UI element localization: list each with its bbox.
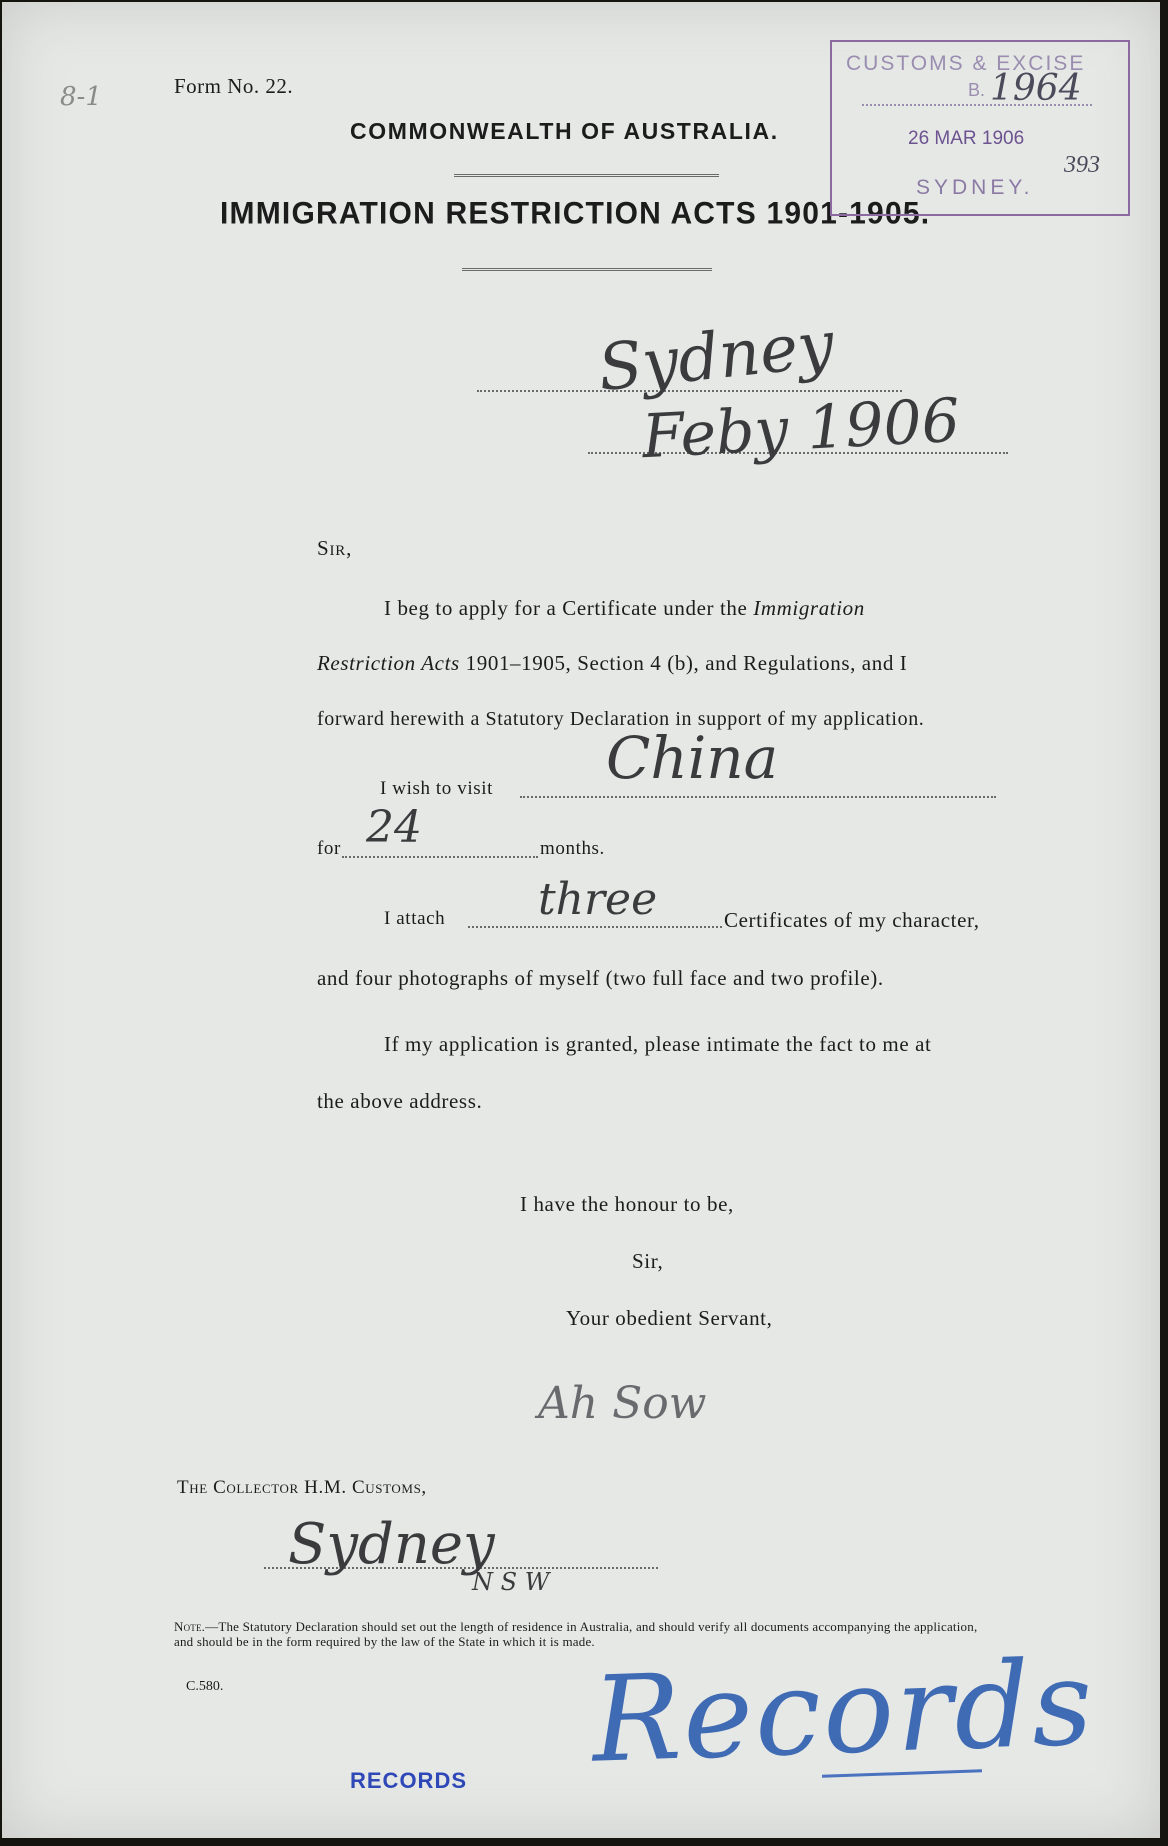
attach-dotline [468, 926, 722, 928]
photos-line: and four photographs of myself (two full face and two profile). [317, 966, 884, 990]
acts-title: IMMIGRATION RESTRICTION ACTS 1901-1905. [220, 196, 931, 231]
attach-tail: Certificates of my character, [724, 908, 980, 932]
visit-dotline [520, 796, 996, 798]
para1-line1 [384, 596, 865, 621]
document-page [2, 2, 1160, 1838]
title-rule [462, 268, 712, 271]
for-value: 24 [366, 802, 422, 853]
addressee-place: Sydney [288, 1512, 495, 1577]
closing-sir: Sir, [632, 1249, 664, 1273]
signature: Ah Sow [538, 1378, 707, 1429]
visit-value: China [606, 724, 779, 792]
stamp-prefix: B. [968, 80, 986, 100]
stamp-customs-label: CUSTOMS & EXCISE [846, 52, 1086, 75]
stamp-number: 1964 [990, 68, 1082, 109]
records-handwriting: Records [589, 1633, 1097, 1789]
para1-italic-immigration: Immigration [753, 596, 865, 620]
footnote-lead: Note. [174, 1619, 206, 1634]
para1-text: I beg to apply for a Certificate under the [384, 596, 748, 620]
addressee-place-note: N S W [472, 1568, 550, 1596]
for-dotline [342, 856, 538, 858]
closing-servant: Your obedient Servant, [566, 1306, 773, 1330]
para1-italic-restriction: Restriction Acts [317, 651, 460, 675]
stamp-date: 26 MAR 1906 [908, 128, 1025, 149]
attach-value: three [538, 874, 658, 925]
form-number: Form No. 22. [174, 74, 294, 98]
closing-honour: I have the honour to be, [520, 1192, 734, 1216]
stamp-place: SYDNEY. [916, 176, 1034, 199]
commonwealth-heading: COMMONWEALTH OF AUSTRALIA. [350, 118, 779, 144]
addressee-label: The Collector H.M. Customs, [177, 1477, 427, 1498]
form-code: C.580. [186, 1679, 224, 1694]
para1-line2-text: 1901–1905, Section 4 (b), and Regulations, and I [465, 651, 908, 675]
attach-label: I attach [384, 908, 446, 929]
granted-line2: the above address. [317, 1089, 483, 1113]
salutation: Sir, [317, 536, 353, 560]
footnote-text: —The Statutory Declaration should set out the length of residence in Australia, and should verify all documents accompanying the application, and should be in the form required by the law of the State in which it is made. [174, 1619, 978, 1649]
para1-line3: forward herewith a Statutory Declaration in support of my application. [317, 708, 925, 730]
para1-line2 [317, 651, 907, 676]
records-stamp: RECORDS [350, 1768, 468, 1793]
customs-stamp [830, 40, 1130, 216]
corner-pencil-mark: 8-1 [60, 82, 102, 112]
granted-line1: If my application is granted, please intimate the fact to me at [384, 1032, 932, 1056]
address-date: Feby 1906 [640, 385, 962, 473]
for-label: for [317, 838, 341, 859]
months-label: months. [540, 838, 605, 859]
stamp-annotation: 393 [1064, 152, 1100, 178]
heading-rule [454, 174, 719, 177]
address-place: Sydney [594, 307, 838, 407]
visit-label: I wish to visit [380, 778, 493, 799]
